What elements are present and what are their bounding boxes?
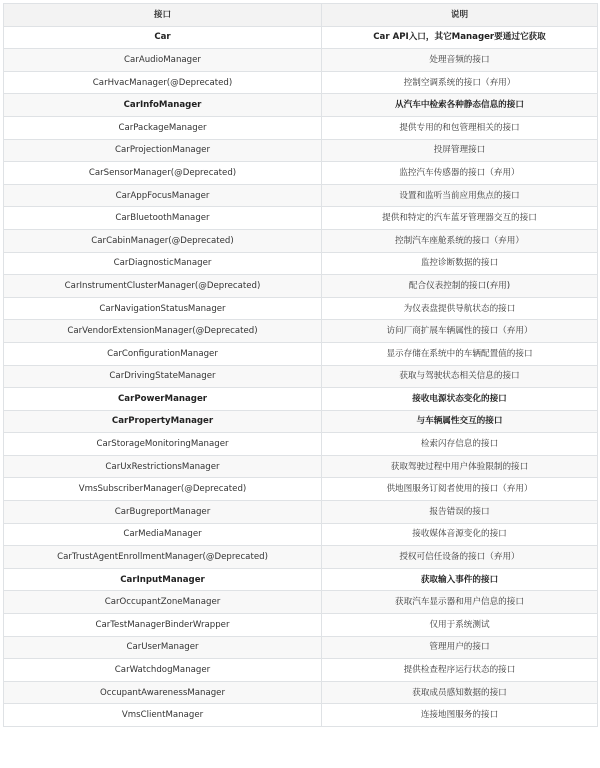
table-row — [4, 26, 598, 49]
interface-name-cell: CarHvacManager(@Deprecated) — [4, 71, 322, 94]
interface-name-cell: CarBluetoothManager — [4, 207, 322, 230]
table-row — [4, 49, 598, 72]
header-interface: 接口 — [4, 4, 322, 27]
interface-description-cell: 提供和特定的汽车蓝牙管理器交互的接口 — [322, 207, 598, 230]
interface-description-cell: 访问厂商扩展车辆属性的接口（弃用） — [322, 320, 598, 343]
header-description: 说明 — [322, 4, 598, 27]
interface-description-cell: 连接地图服务的接口 — [322, 704, 598, 727]
table-row — [4, 546, 598, 569]
table-row — [4, 568, 598, 591]
interface-name-cell: CarTestManagerBinderWrapper — [4, 614, 322, 637]
table-row — [4, 591, 598, 614]
interface-description-cell: 供地图服务订阅者使用的接口（弃用） — [322, 478, 598, 501]
interface-name-cell: CarOccupantZoneManager — [4, 591, 322, 614]
interface-name-cell: CarAppFocusManager — [4, 184, 322, 207]
interface-name-cell: Car — [4, 26, 322, 49]
interface-description-cell: 管理用户的接口 — [322, 636, 598, 659]
table-row — [4, 501, 598, 524]
interface-description-cell: 接收电源状态变化的接口 — [322, 388, 598, 411]
interface-description-cell: 仅用于系统测试 — [322, 614, 598, 637]
table-row — [4, 116, 598, 139]
interface-name-cell: CarVendorExtensionManager(@Deprecated) — [4, 320, 322, 343]
interface-description-cell: 从汽车中检索各种静态信息的接口 — [322, 94, 598, 117]
interface-name-cell: VmsClientManager — [4, 704, 322, 727]
table-row — [4, 478, 598, 501]
table-row — [4, 410, 598, 433]
interface-description-cell: 控制空调系统的接口（弃用） — [322, 71, 598, 94]
interface-description-cell: 显示存储在系统中的车辆配置值的接口 — [322, 342, 598, 365]
table-header-row — [4, 4, 598, 27]
table-row — [4, 433, 598, 456]
table-row — [4, 297, 598, 320]
interface-description-cell: Car API入口，其它Manager要通过它获取 — [322, 26, 598, 49]
table-row — [4, 365, 598, 388]
interface-description-cell: 报告错误的接口 — [322, 501, 598, 524]
api-table-container — [3, 3, 597, 727]
interface-name-cell: CarUserManager — [4, 636, 322, 659]
car-api-table — [3, 3, 598, 727]
interface-description-cell: 处理音频的接口 — [322, 49, 598, 72]
interface-name-cell: CarAudioManager — [4, 49, 322, 72]
interface-name-cell: CarMediaManager — [4, 523, 322, 546]
interface-description-cell: 投屏管理接口 — [322, 139, 598, 162]
table-row — [4, 184, 598, 207]
table-row — [4, 94, 598, 117]
interface-name-cell: CarPackageManager — [4, 116, 322, 139]
interface-description-cell: 为仪表盘提供导航状态的接口 — [322, 297, 598, 320]
interface-name-cell: CarCabinManager(@Deprecated) — [4, 229, 322, 252]
interface-description-cell: 获取汽车显示器和用户信息的接口 — [322, 591, 598, 614]
interface-name-cell: CarWatchdogManager — [4, 659, 322, 682]
table-row — [4, 252, 598, 275]
interface-name-cell: CarUxRestrictionsManager — [4, 455, 322, 478]
table-row — [4, 229, 598, 252]
interface-name-cell: CarSensorManager(@Deprecated) — [4, 162, 322, 185]
interface-description-cell: 获取驾驶过程中用户体验限制的接口 — [322, 455, 598, 478]
interface-name-cell: CarInputManager — [4, 568, 322, 591]
interface-description-cell: 提供检查程序运行状态的接口 — [322, 659, 598, 682]
interface-description-cell: 控制汽车座舱系统的接口（弃用） — [322, 229, 598, 252]
interface-name-cell: CarBugreportManager — [4, 501, 322, 524]
table-row — [4, 614, 598, 637]
table-row — [4, 207, 598, 230]
table-row — [4, 659, 598, 682]
interface-name-cell: CarConfigurationManager — [4, 342, 322, 365]
interface-name-cell: CarProjectionManager — [4, 139, 322, 162]
interface-name-cell: CarDrivingStateManager — [4, 365, 322, 388]
interface-name-cell: CarTrustAgentEnrollmentManager(@Deprecated) — [4, 546, 322, 569]
interface-description-cell: 监控诊断数据的接口 — [322, 252, 598, 275]
interface-name-cell: CarPowerManager — [4, 388, 322, 411]
table-body — [4, 26, 598, 726]
table-row — [4, 704, 598, 727]
table-row — [4, 320, 598, 343]
interface-description-cell: 提供专用的和包管理相关的接口 — [322, 116, 598, 139]
interface-description-cell: 获取输入事件的接口 — [322, 568, 598, 591]
interface-name-cell: CarNavigationStatusManager — [4, 297, 322, 320]
interface-description-cell: 获取成员感知数据的接口 — [322, 681, 598, 704]
table-row — [4, 139, 598, 162]
interface-name-cell: CarInfoManager — [4, 94, 322, 117]
table-row — [4, 162, 598, 185]
interface-name-cell: CarInstrumentClusterManager(@Deprecated) — [4, 275, 322, 298]
interface-description-cell: 授权可信任设备的接口（弃用） — [322, 546, 598, 569]
interface-description-cell: 配合仪表控制的接口(弃用) — [322, 275, 598, 298]
table-row — [4, 455, 598, 478]
interface-name-cell: OccupantAwarenessManager — [4, 681, 322, 704]
interface-description-cell: 与车辆属性交互的接口 — [322, 410, 598, 433]
table-row — [4, 71, 598, 94]
table-row — [4, 275, 598, 298]
interface-name-cell: CarStorageMonitoringManager — [4, 433, 322, 456]
table-row — [4, 388, 598, 411]
interface-description-cell: 设置和监听当前应用焦点的接口 — [322, 184, 598, 207]
table-row — [4, 342, 598, 365]
interface-description-cell: 获取与驾驶状态相关信息的接口 — [322, 365, 598, 388]
interface-description-cell: 监控汽车传感器的接口（弃用） — [322, 162, 598, 185]
interface-description-cell: 检索闪存信息的接口 — [322, 433, 598, 456]
interface-name-cell: VmsSubscriberManager(@Deprecated) — [4, 478, 322, 501]
table-row — [4, 681, 598, 704]
interface-description-cell: 接收媒体音源变化的接口 — [322, 523, 598, 546]
table-row — [4, 523, 598, 546]
table-row — [4, 636, 598, 659]
interface-name-cell: CarPropertyManager — [4, 410, 322, 433]
interface-name-cell: CarDiagnosticManager — [4, 252, 322, 275]
